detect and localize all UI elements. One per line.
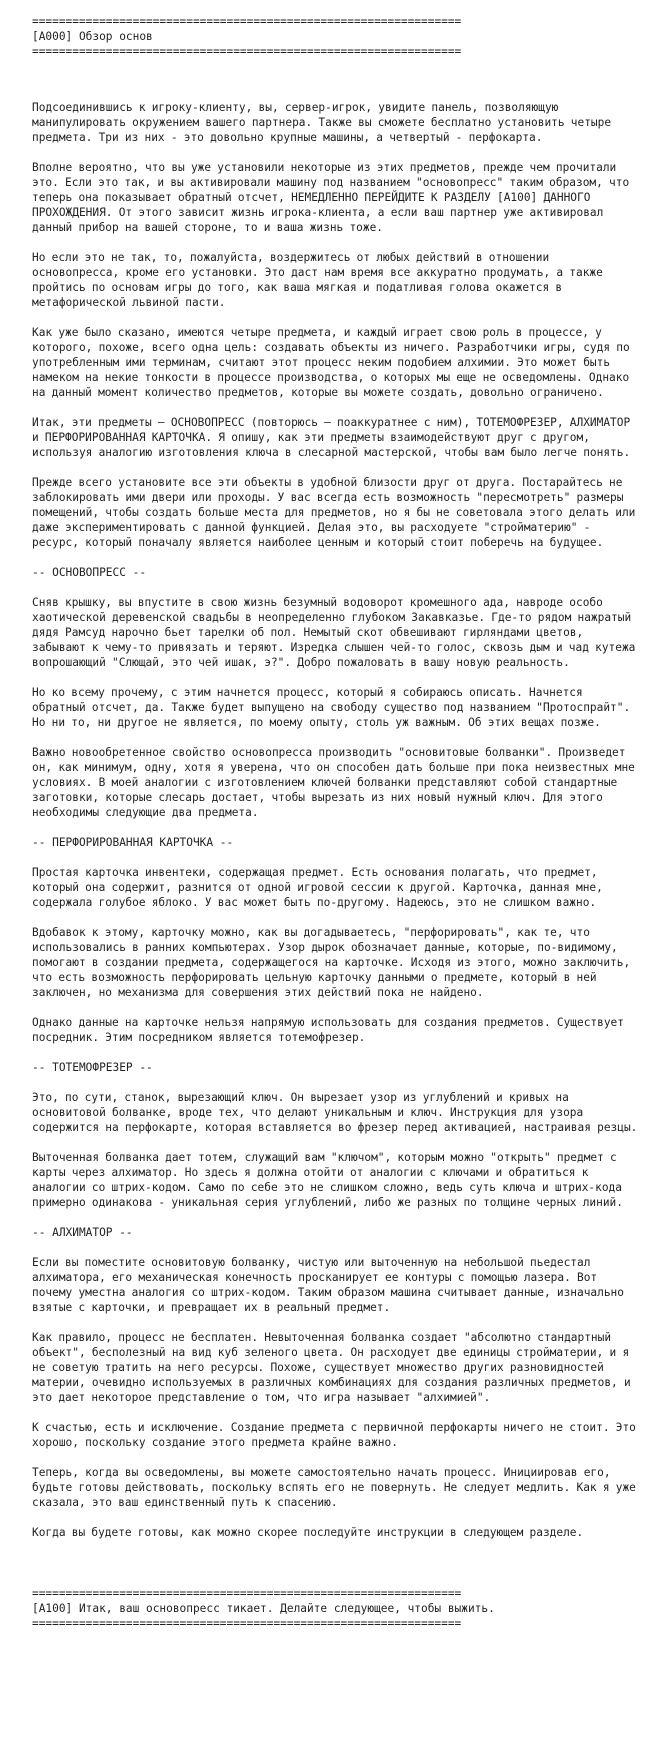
paragraph-alchemiter-4: Теперь, когда вы осведомлены, вы можете самостоятельно начать процесс. Инициировав его, будьте готовы действовать, поскольку вспять его не повернуть. Не следует медлить. Как я уже сказала, это ваш единственный путь к спасению. [32, 1466, 636, 1509]
section-title-a000: [A000] Обзор основ [32, 30, 153, 43]
section-rule-bottom: ================================================================ [32, 1587, 462, 1600]
heading-punched-card: -- ПЕРФОРИРОВАННАЯ КАРТОЧКА -- [32, 836, 234, 849]
paragraph-card-1: Простая карточка инвентеки, содержащая предмет. Есть основания полагать, что предмет, который она содержит, разнится от одной игровой сессии к другой. Карточка, данная мне, содержала голубое яблоко. У вас может быть по-другому. Надеюсь, это не слишком важно. [32, 866, 603, 909]
paragraph-totem-2: Выточенная болванка дает тотем, служащий вам "ключом", которым можно "открыть" предмет с карты через алхиматор. Но здесь я должна отойти от аналогии с ключами и обратиться к аналогии со штрих-кодом. Само по себе это не слишком сложно, ведь суть ключа и штрих-кода примерно одинакова - уникальная серия углублений, либо же разных по толщине черных линий. [32, 1151, 623, 1209]
paragraph-osnovopress-3: Важно новообретенное свойство основопресса производить "основитовые болванки". Произведет он, как минимум, одну, хотя я уверена, что он способен дать больше при пока неизвестных мне условиях. В моей аналогии с изготовлением ключей болванки представляют собой стандартные заготовки, которые слесарь достает, чтобы вырезать из них новый нужный ключ. Для этого необходимы следующие два предмета. [32, 746, 635, 819]
paragraph-intro-6: Прежде всего установите все эти объекты в удобной близости друг от друга. Постарайтесь не заблокировать ими двери или проходы. У вас всегда есть возможность "пересмотреть" размеры помещений, чтобы создать больше места для предметов, но я бы не советовала этого делать или даже экспериментировать с данной функцией. Делая это, вы расходуете "строймaтерию" - ресурс, который поначалу является наиболее ценным и который стоит поберечь на будущее. [32, 476, 636, 549]
heading-osnovopress: -- ОСНОВОПРЕСС -- [32, 566, 147, 579]
paragraph-intro-5: Итак, эти предметы — ОСНОВОПРЕСС (повторюсь — поаккуратнее с ним), ТОТЕМОФРЕЗЕР, АЛХИМАТОР и ПЕРФОРИРОВАННАЯ КАРТОЧКА. Я опишу, как эти предметы взаимодействуют друг с другом, используя аналогию изготовления ключа в слесарной мастерской, чтобы вам было легче понять. [32, 416, 631, 459]
paragraph-alchemiter-5: Когда вы будете готовы, как можно скорее последуйте инструкции в следующем разделе. [32, 1526, 584, 1539]
section-rule-top: ================================================================ [32, 15, 462, 28]
paragraph-intro-4: Как уже было сказано, имеются четыре предмета, и каждый играет свою роль в процессе, у которого, похоже, всего одна цель: создавать объекты из ничего. Разработчики игры, судя по употребленным ими терминам, считают этот процесс неким подобием алхимии. Это может быть намеком на некие тонкости в процессе производства, о которых мы еще не осведомлены. Однако на данный момент количество предметов, которые вы можете создать, довольно ограничено. [32, 326, 630, 399]
paragraph-totem-1: Это, по сути, станок, вырезающий ключ. Он вырезает узор из углублений и кривых на основитовой болванке, вроде тех, что делают уникальным и ключ. Инструкция для узора содержится на перфокарте, которая вставляется во фрезер перед активацией, настраивая резцы. [32, 1091, 638, 1134]
paragraph-alchemiter-2: Как правило, процесс не бесплатен. Невыточенная болванка создает "абсолютно стандартный объект", бесполезный на вид куб зеленого цвета. Он расходует две единицы строймaтерии, и я не советую тратить на него ресурсы. Похоже, существует множество других разновидностей материи, очевидно используемых в различных комбинациях для создания различных предметов, и это дает некоторое представление о том, что игра называет "алхимией". [32, 1331, 631, 1404]
section-title-a100: [A100] Итак, ваш основопресс тикает. Делайте следующее, чтобы выжить. [32, 1602, 495, 1615]
section-rule-top-2: ================================================================ [32, 45, 462, 58]
paragraph-intro-2: Вполне вероятно, что вы уже установили некоторые из этих предметов, прежде чем прочитали это. Если это так, и вы активировали машину под названием "основопресс" таким образом, что теперь она показывает обратный отсчет, НЕМЕДЛЕННО ПЕРЕЙДИТЕ К РАЗДЕЛУ [A100] ДАННОГО ПРОХОЖДЕНИЯ. От этого зависит жизнь игрока-клиента, а если ваш партнер уже активировал данный прибор на вашей стороне, то и ваша жизнь тоже. [32, 161, 630, 234]
heading-totemofrezer: -- ТОТЕМОФРЕЗЕР -- [32, 1061, 153, 1074]
walkthrough-content [32, 14, 642, 1631]
paragraph-intro-1: Подсоединившись к игроку-клиенту, вы, сервер-игрок, увидите панель, позволяющую манипулировать окружением вашего партнера. Также вы сможете бесплатно установить четыре предмета. Три из них - это довольно крупные машины, а четвертый - перфокарта. [32, 101, 612, 144]
paragraph-card-2: Вдобавок к этому, карточку можно, как вы догадываетесь, "перфорировать", как те, что использовались в ранних компьютерах. Узор дырок обозначает данные, которые, по-видимому, помогают в создании предмета, содержащегося на карточке. Исходя из этого, можно заключить, что есть возможность перфорировать цельную карточку данными о предмете, который в ней заключен, но механизма для совершения этих действий пока не найдено. [32, 926, 631, 999]
paragraph-intro-3: Но если это не так, то, пожалуйста, воздержитесь от любых действий в отношении основопресса, кроме его установки. Это даст нам время все аккуратно продумать, а также пройтись по основам игры до того, как ваша мягкая и податливая голова окажется в метафорической львиной пасти. [32, 251, 603, 309]
paragraph-osnovopress-2: Но ко всему прочему, с этим начнется процесс, который я собираюсь описать. Начнется обратный отсчет, да. Также будет выпущено на свободу существо под названием "Протоспрайт". Но ни то, ни другое не является, по моему опыту, столь уж важным. Об этих вещах позже. [32, 686, 631, 729]
heading-alchemiter: -- АЛХИМАТОР -- [32, 1226, 133, 1239]
paragraph-card-3: Однако данные на карточке нельзя напрямую использовать для создания предметов. Существует посредник. Этим посредником является тотемофрезер. [32, 1016, 624, 1044]
section-rule-bottom-2: ================================================================ [32, 1617, 462, 1630]
paragraph-alchemiter-3: К счастью, есть и исключение. Создание предмета с первичной перфокарты ничего не стоит. Это хорошо, поскольку создание этого предмета крайне важно. [32, 1421, 636, 1449]
paragraph-alchemiter-1: Если вы поместите основитовую болванку, чистую или выточенную на небольшой пьедестал алхиматора, его механическая конечность просканирует ее контуры с помощью лазера. Вот почему уместна аналогия со штрих-кодом. Таким образом машина считывает данные, изначально взятые с карточки, и превращает их в реальный предмет. [32, 1256, 624, 1314]
paragraph-osnovopress-1: Сняв крышку, вы впустите в свою жизнь безумный водоворот кромешного ада, навроде особо хаотической деревенской свадьбы в неопределенно глубоком Закавказье. Где-то рядом нажратый дядя Рамсуд нарочно бьет тарелки об пол. Немытый скот обвешивают гирляндами цветов, забывают к чему-то привязать и теряют. Изредка слышен чей-то голос, сквозь дым и чад кутежа вопрошающий "Слющай, это чей ишак, э?". Добро пожаловать в вашу новую реальность. [32, 596, 636, 669]
